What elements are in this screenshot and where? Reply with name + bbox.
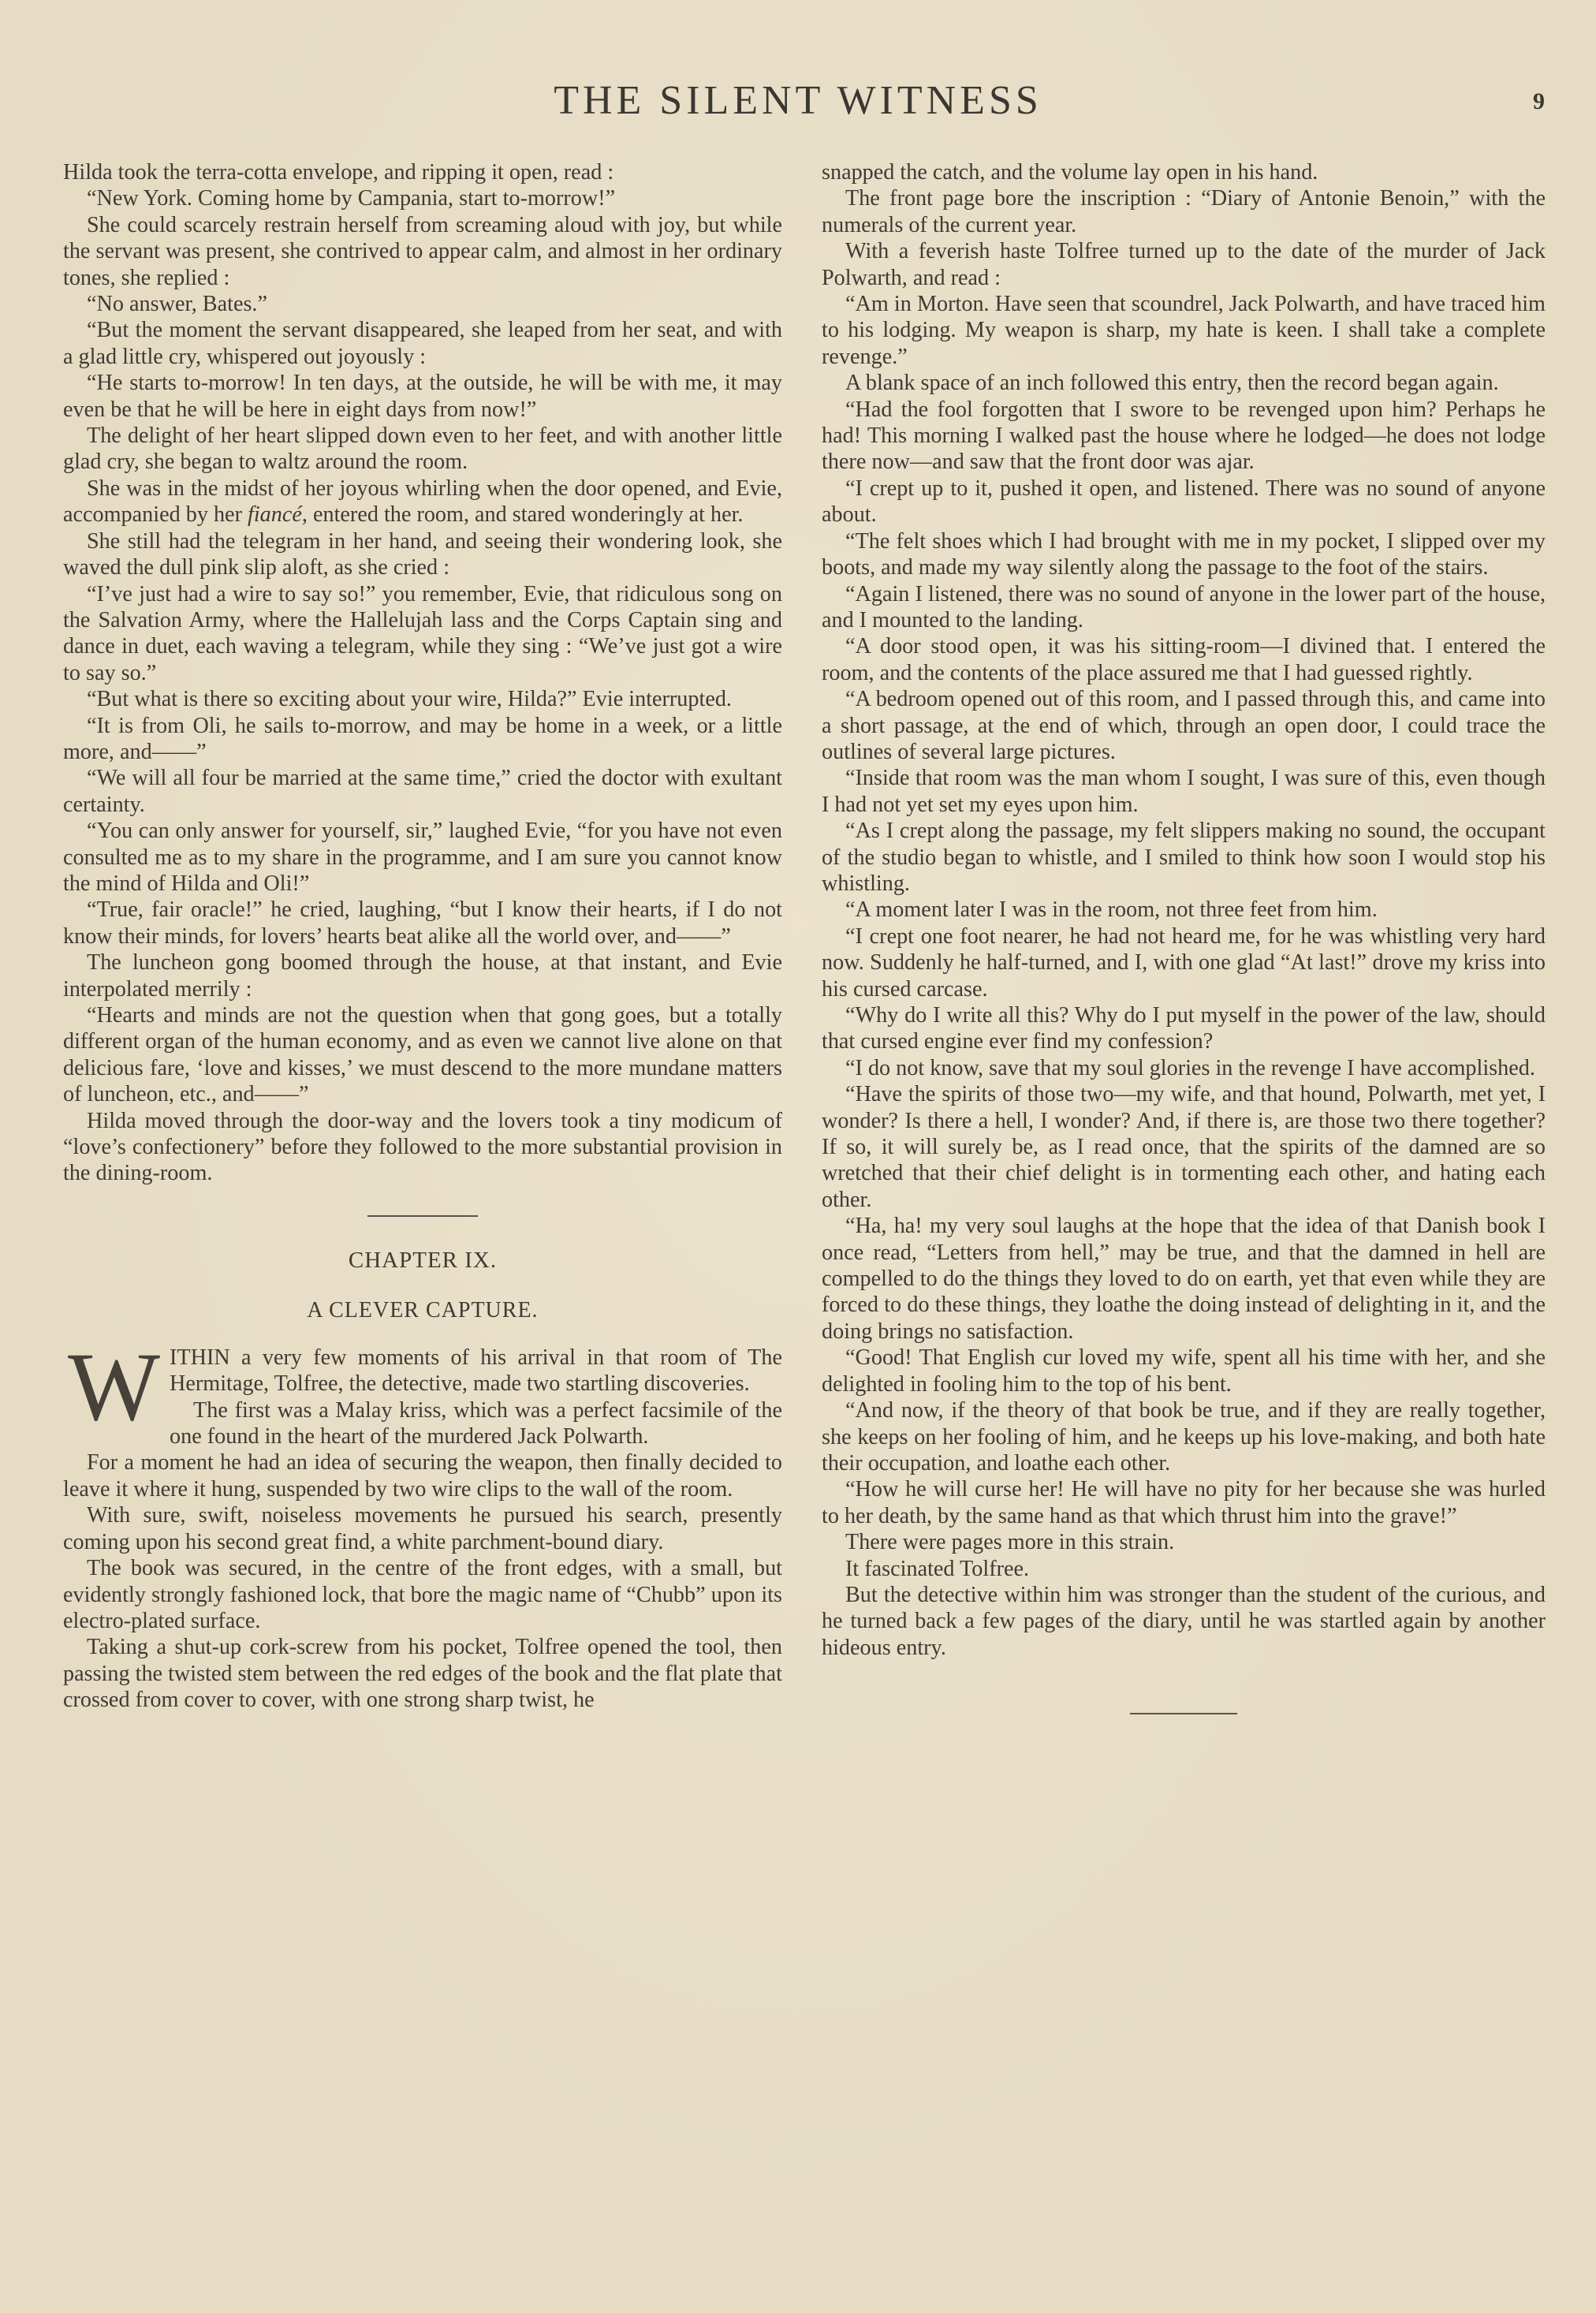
paragraph: With a feverish haste Tolfree turned up to the date of the murder of Jack Polwarth, and read : — [822, 239, 1546, 290]
paragraph: “Hearts and minds are not the question when that gong goes, but a totally different organ of the human economy, and as even we cannot live alone on that delicious fare, ‘love and kisses,’ we must descend to the more mundane matters of luncheon, etc., and——” — [63, 1003, 782, 1107]
paragraph: “You can only answer for yourself, sir,” laughed Evie, “for you have not even consulted me as to my share in the programme, and I am sure you cannot know the mind of Hilda and Oli!” — [63, 819, 782, 896]
paragraph: “Am in Morton. Have seen that scoundrel, Jack Polwarth, and have traced him to his lodging. My weapon is sharp, my hate is keen. I shall take a complete revenge.” — [822, 292, 1546, 369]
paragraph: The first was a Malay kriss, which was a perfect facsimile of the one found in the heart of the murdered Jack Polwarth. — [170, 1397, 782, 1449]
paragraph: “How he will curse her! He will have no pity for her because she was hurled to her death, by the same hand as that which thrust him into the grave!” — [822, 1477, 1546, 1528]
paragraph: Taking a shut-up cork-screw from his pocket, Tolfree opened the tool, then passing the twisted stem between the red edges of the book and the flat plate that crossed from cover to cover, with one strong sharp twist, he — [63, 1635, 782, 1713]
paragraph: “Why do I write all this? Why do I put myself in the power of the law, should that cursed engine ever find my confession? — [822, 1003, 1546, 1054]
page-number: 9 — [1533, 88, 1545, 114]
paragraph: The front page bore the inscription : “Diary of Antonie Benoin,” with the numerals of the current year. — [822, 186, 1546, 237]
paragraph: snapped the catch, and the volume lay open in his hand. — [822, 160, 1318, 185]
paragraph: For a moment he had an idea of securing the weapon, then finally decided to leave it where it hung, suspended by two wire clips to the wall of the room. — [63, 1450, 782, 1502]
paragraph: “It is from Oli, he sails to-morrow, and may be home in a week, or a little more, and——” — [63, 713, 782, 764]
paragraph: The delight of her heart slipped down even to her feet, and with another little glad cry, she began to waltz around the room. — [63, 423, 782, 475]
paragraph-text: She was in the midst of her joyous whirling when the door opened, and Evie, accompanied by her — [63, 476, 782, 528]
paragraph: She could scarcely restrain herself from screaming aloud with joy, but while the servant was present, she contrived to appear calm, and almost in her ordinary tones, she replied : — [63, 212, 782, 290]
paragraph: “As I crept along the passage, my felt slippers making no sound, the occupant of the studio began to whistle, and I smiled to think how soon I would stop his whistling. — [822, 819, 1546, 896]
left-column — [63, 159, 782, 1714]
paragraph: “Had the fool forgotten that I swore to be revenged upon him? Perhaps he had! This morning I walked past the house where he lodged—he does not lodge there now—and saw that the front door was ajar. — [822, 397, 1546, 475]
paragraph: “Inside that room was the man whom I sought, I was sure of this, even though I had not yet set my eyes upon him. — [822, 766, 1546, 817]
paragraph: “The felt shoes which I had brought with me in my pocket, I slipped over my boots, and made my way silently along the passage to the foot of the stairs. — [822, 528, 1546, 580]
paragraph — [63, 476, 782, 528]
paragraph: The luncheon gong boomed through the house, at that instant, and Evie interpolated merrily : — [63, 950, 782, 1002]
running-title: THE SILENT WITNESS — [554, 78, 1042, 123]
paragraph: “A door stood open, it was his sitting-room—I divined that. I entered the room, and the contents of the place assured me that I had guessed rightly. — [822, 634, 1546, 685]
paragraph: Hilda took the terra-cotta envelope, and ripping it open, read : — [63, 160, 614, 185]
paragraph: “Have the spirits of those two—my wife, and that hound, Polwarth, met yet, I wonder? Is there a hell, I wonder? And, if there is, are those two there together? If so, it will surely be, as I read once, that the spirits of the damned are so wretched that their chief delight is in tormenting each other, and hating each other. — [822, 1082, 1546, 1212]
paragraph: There were pages more in this strain. — [845, 1530, 1175, 1555]
section-divider — [367, 1215, 478, 1217]
paragraph: “A bedroom opened out of this room, and I passed through this, and came into a short passage, at the end of which, through an open door, I could trace the outlines of several large pictures. — [822, 687, 1546, 764]
paragraph: “He starts to-morrow! In ten days, at the outside, he will be with me, it may even be that he will be here in eight days from now!” — [63, 371, 782, 422]
paragraph: A blank space of an inch followed this entry, then the record began again. — [845, 371, 1499, 396]
paragraph: With sure, swift, noiseless movements he pursued his search, presently coming upon his second great find, a white parchment-bound diary. — [63, 1503, 782, 1554]
chapter-number: CHAPTER IX. — [348, 1247, 498, 1273]
paragraph: “Ha, ha! my very soul laughs at the hope that the idea of that Danish book I once read, “Letters from hell,” may be true, and that the damned in hell are compelled to do the things they loved to do on earth, yet that even while they are forced to do these things, they loathe the doing instead of delighting in it, and the doing brings no satisfaction. — [822, 1214, 1546, 1344]
chapter-title: A CLEVER CAPTURE. — [307, 1297, 539, 1323]
paragraph-text: ITHIN a very few moments of his arrival in that room of The Hermitage, Tolfree, the detective, made two startling discoveries. — [170, 1345, 782, 1397]
paragraph: “A moment later I was in the room, not three feet from him. — [845, 897, 1378, 923]
paragraph: “But the moment the servant disappeared, she leaped from her seat, and with a glad little cry, whispered out joyously : — [63, 318, 782, 369]
drop-cap: W — [68, 1332, 161, 1441]
paragraph: “I do not know, save that my soul glories in the revenge I have accomplished. — [845, 1055, 1535, 1080]
paragraph: “And now, if the theory of that book be true, and if they are really together, she keeps on her fooling of him, and he keeps up his love-making, and both hate their occupation, and loathe each other. — [822, 1398, 1546, 1475]
paragraph: Hilda moved through the door-way and the lovers took a tiny modicum of “love’s confectionery” before they followed to the more substantial provision in the dining-room. — [63, 1108, 782, 1186]
paragraph: “No answer, Bates.” — [87, 292, 267, 317]
italic-word: fiancé — [248, 502, 302, 528]
paragraph: It fascinated Tolfree. — [845, 1556, 1030, 1581]
paragraph: “Good! That English cur loved my wife, spent all his time with her, and she delighted in fooling him to the top of his bent. — [822, 1345, 1546, 1397]
paragraph: “I crept one foot nearer, he had not heard me, for he was whistling very hard now. Suddenly he half-turned, and I, with one glad “At last!” drove my kriss into his cursed carcase. — [822, 923, 1546, 1002]
paragraph: But the detective within him was stronger than the student of the curious, and he turned back a few pages of the diary, until he was startled again by another hideous entry. — [822, 1582, 1546, 1660]
paragraph: “But what is there so exciting about your wire, Hilda?” Evie interrupted. — [87, 687, 732, 712]
paragraph: “True, fair oracle!” he cried, laughing, “but I know their hearts, if I do not know their minds, for lovers’ hearts beat alike all the world over, and——” — [63, 897, 782, 949]
paragraph: She still had the telegram in her hand, and seeing their wondering look, she waved the dull pink slip aloft, as she cried : — [63, 528, 782, 580]
paragraph: “I’ve just had a wire to say so!” you remember, Evie, that ridiculous song on the Salvation Army, where the Hallelujah lass and the Corps Captain sing and dance in duet, each waving a telegram, while they sing : “We’ve just got a wire to say so.” — [63, 581, 782, 685]
right-column — [822, 159, 1546, 1714]
paragraph: “Again I listened, there was no sound of anyone in the lower part of the house, and I mounted to the landing. — [822, 581, 1546, 632]
paragraph-text: , entered the room, and stared wonderingly at her. — [301, 502, 744, 528]
end-divider — [1130, 1713, 1237, 1714]
paragraph: “I crept up to it, pushed it open, and listened. There was no sound of anyone about. — [822, 476, 1546, 528]
paragraph: “New York. Coming home by Campania, start to-morrow!” — [87, 186, 616, 211]
paragraph: The book was secured, in the centre of the front edges, with a small, but evidently strongly fashioned lock, that bore the magic name of “Chubb” upon its electro-plated surface. — [63, 1556, 782, 1633]
paragraph: “We will all four be married at the same time,” cried the doctor with exultant certainty. — [63, 766, 782, 817]
